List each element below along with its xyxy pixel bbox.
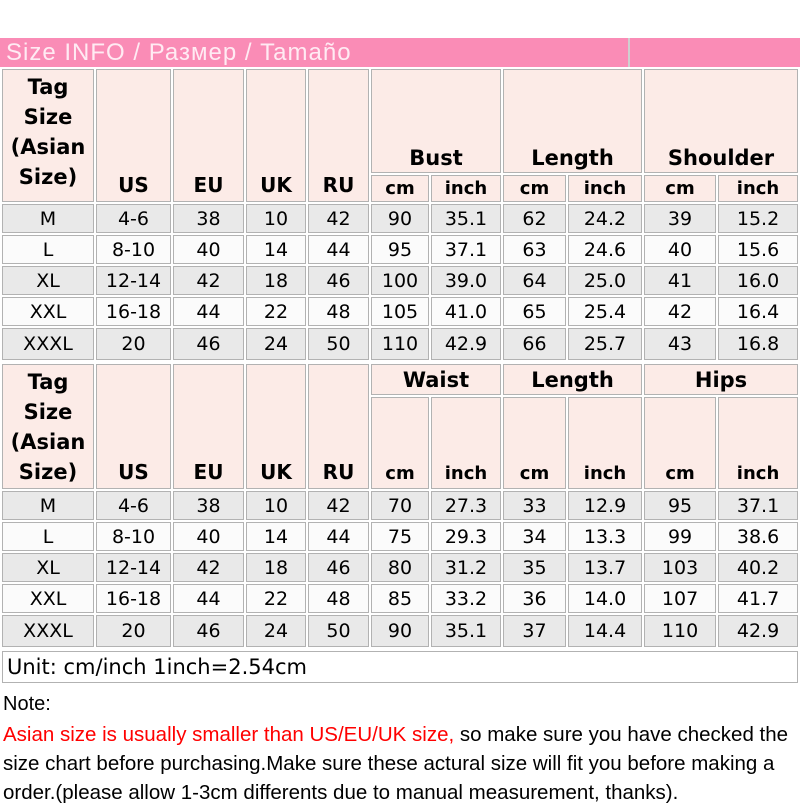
table-cell: 42 [173, 266, 244, 295]
table-row [2, 235, 798, 264]
table-cell: 18 [246, 553, 306, 582]
group-header-length: Length [503, 69, 642, 173]
table-cell: 24 [246, 615, 306, 647]
table-cell: 46 [173, 615, 244, 647]
group-header-length: Length [503, 364, 642, 395]
table-cell: 44 [173, 297, 244, 326]
table-cell: 99 [644, 522, 716, 551]
table-cell: 110 [644, 615, 716, 647]
table-cell: 44 [173, 584, 244, 613]
table-cell: 16-18 [96, 584, 171, 613]
table-row [2, 491, 798, 520]
unit-conversion-row: Unit: cm/inch 1inch=2.54cm [2, 651, 798, 683]
table-cell: 42.9 [718, 615, 798, 647]
table-cell: 25.4 [568, 297, 642, 326]
table-cell: 38 [173, 204, 244, 233]
size-label-cell: M [2, 204, 94, 233]
tag-line: Size) [18, 460, 78, 484]
tag-line: Size) [18, 165, 78, 189]
table-cell: 103 [644, 553, 716, 582]
size-label-cell: XL [2, 553, 94, 582]
table-cell: 25.0 [568, 266, 642, 295]
tag-size-header-cell [2, 69, 94, 202]
table-cell: 15.6 [718, 235, 798, 264]
col-header-ru: RU [308, 364, 369, 489]
unit-header-inch: inch [568, 397, 642, 489]
table-cell: 64 [503, 266, 566, 295]
unit-header-inch: inch [718, 175, 798, 202]
table-cell: 34 [503, 522, 566, 551]
table-cell: 16.4 [718, 297, 798, 326]
tag-line: Tag [27, 370, 69, 394]
table-cell: 44 [308, 235, 369, 264]
size-label-cell: XL [2, 266, 94, 295]
unit-header-cm: cm [644, 175, 716, 202]
table-cell: 107 [644, 584, 716, 613]
table-cell: 50 [308, 328, 369, 360]
table-cell: 40 [173, 235, 244, 264]
table-cell: 50 [308, 615, 369, 647]
table-cell: 13.3 [568, 522, 642, 551]
col-header-us: US [96, 69, 171, 202]
note-paragraph [3, 720, 798, 807]
table-cell: 40 [173, 522, 244, 551]
size-label-cell: XXL [2, 297, 94, 326]
table-cell: 38 [173, 491, 244, 520]
table-cell: 16.0 [718, 266, 798, 295]
table-cell: 29.3 [431, 522, 501, 551]
table-cell: 18 [246, 266, 306, 295]
table-cell: 44 [308, 522, 369, 551]
table-cell: 4-6 [96, 491, 171, 520]
table-cell: 36 [503, 584, 566, 613]
table-cell: 42 [308, 491, 369, 520]
table-cell: 13.7 [568, 553, 642, 582]
table-cell: 33 [503, 491, 566, 520]
unit-header-inch: inch [431, 175, 501, 202]
table-cell: 39 [644, 204, 716, 233]
table-cell: 14 [246, 235, 306, 264]
table-cell: 8-10 [96, 522, 171, 551]
unit-header-cm: cm [371, 175, 429, 202]
table-cell: 90 [371, 204, 429, 233]
col-header-us: US [96, 364, 171, 489]
table-cell: 35.1 [431, 204, 501, 233]
tag-line: (Asian [10, 135, 86, 159]
table-cell: 15.2 [718, 204, 798, 233]
table-cell: 25.7 [568, 328, 642, 360]
table-cell: 14.4 [568, 615, 642, 647]
header-row-top [2, 69, 798, 173]
unit-header-cm: cm [371, 397, 429, 489]
table-cell: 65 [503, 297, 566, 326]
table-cell: 22 [246, 297, 306, 326]
table-cell: 4-6 [96, 204, 171, 233]
table-cell: 40.2 [718, 553, 798, 582]
size-table-bottom [0, 362, 800, 649]
size-label-cell: M [2, 491, 94, 520]
table-cell: 48 [308, 297, 369, 326]
size-table-top [0, 67, 800, 362]
table-cell: 24 [246, 328, 306, 360]
size-label-cell: L [2, 522, 94, 551]
table-cell: 12.9 [568, 491, 642, 520]
table-cell: 12-14 [96, 553, 171, 582]
group-header-hips: Hips [644, 364, 798, 395]
table-cell: 95 [371, 235, 429, 264]
size-label-cell: L [2, 235, 94, 264]
table-cell: 14.0 [568, 584, 642, 613]
table-cell: 110 [371, 328, 429, 360]
group-header-waist: Waist [371, 364, 501, 395]
tag-line: Size [23, 400, 73, 424]
table-cell: 41 [644, 266, 716, 295]
unit-header-inch: inch [718, 397, 798, 489]
table-cell: 46 [308, 553, 369, 582]
tag-size-header-cell [2, 364, 94, 489]
table-cell: 37.1 [431, 235, 501, 264]
page-title: Size INFO / Размер / Tamaño [6, 38, 352, 66]
warning-text-red: Asian size is usually smaller than US/EU/UK size, [3, 723, 455, 746]
table-row [2, 328, 798, 360]
table-row [2, 584, 798, 613]
title-bar [0, 38, 800, 67]
title-bar-divider [628, 38, 630, 67]
table-row [2, 266, 798, 295]
col-header-uk: UK [246, 364, 306, 489]
table-cell: 33.2 [431, 584, 501, 613]
tag-line: (Asian [10, 430, 86, 454]
group-header-bust: Bust [371, 69, 501, 173]
header-row-top [2, 364, 798, 395]
table-cell: 10 [246, 204, 306, 233]
table-row [2, 522, 798, 551]
table-cell: 42 [173, 553, 244, 582]
table-cell: 46 [308, 266, 369, 295]
table-cell: 100 [371, 266, 429, 295]
table-cell: 16.8 [718, 328, 798, 360]
table-cell: 48 [308, 584, 369, 613]
table-cell: 41.7 [718, 584, 798, 613]
table-cell: 70 [371, 491, 429, 520]
table-cell: 35.1 [431, 615, 501, 647]
table-cell: 63 [503, 235, 566, 264]
top-whitespace [0, 0, 800, 38]
table-cell: 20 [96, 615, 171, 647]
table-cell: 24.2 [568, 204, 642, 233]
table-cell: 37 [503, 615, 566, 647]
table-cell: 20 [96, 328, 171, 360]
table-cell: 46 [173, 328, 244, 360]
unit-header-cm: cm [503, 397, 566, 489]
table-cell: 14 [246, 522, 306, 551]
table-row [2, 297, 798, 326]
col-header-uk: UK [246, 69, 306, 202]
table-cell: 41.0 [431, 297, 501, 326]
table-cell: 31.2 [431, 553, 501, 582]
tag-line: Tag [27, 75, 69, 99]
table-cell: 42 [644, 297, 716, 326]
table-cell: 62 [503, 204, 566, 233]
table-cell: 85 [371, 584, 429, 613]
warning-text-rest: so make sure you have checked the size chart before purchasing.Make sure these actural size will fit you before making a order.(please allow 1-3cm differents due to manual measurement, thanks). [3, 723, 789, 805]
size-label-cell: XXXL [2, 615, 94, 647]
table-cell: 105 [371, 297, 429, 326]
table-cell: 80 [371, 553, 429, 582]
col-header-eu: EU [173, 69, 244, 202]
table-cell: 22 [246, 584, 306, 613]
col-header-ru: RU [308, 69, 369, 202]
group-header-shoulder: Shoulder [644, 69, 798, 173]
unit-header-inch: inch [431, 397, 501, 489]
table-row [2, 615, 798, 647]
table-cell: 12-14 [96, 266, 171, 295]
unit-header-inch: inch [568, 175, 642, 202]
col-header-eu: EU [173, 364, 244, 489]
unit-header-cm: cm [644, 397, 716, 489]
table-cell: 38.6 [718, 522, 798, 551]
note-label: Note: [3, 693, 51, 715]
unit-header-cm: cm [503, 175, 566, 202]
table-cell: 43 [644, 328, 716, 360]
table-cell: 42 [308, 204, 369, 233]
tag-line: Size [23, 105, 73, 129]
size-label-cell: XXL [2, 584, 94, 613]
table-cell: 90 [371, 615, 429, 647]
table-cell: 10 [246, 491, 306, 520]
table-cell: 75 [371, 522, 429, 551]
size-label-cell: XXXL [2, 328, 94, 360]
table-cell: 66 [503, 328, 566, 360]
table-cell: 37.1 [718, 491, 798, 520]
table-cell: 16-18 [96, 297, 171, 326]
table-cell: 39.0 [431, 266, 501, 295]
table-cell: 95 [644, 491, 716, 520]
table-cell: 40 [644, 235, 716, 264]
table-cell: 24.6 [568, 235, 642, 264]
table-row [2, 553, 798, 582]
table-cell: 8-10 [96, 235, 171, 264]
table-cell: 27.3 [431, 491, 501, 520]
table-row [2, 204, 798, 233]
table-cell: 42.9 [431, 328, 501, 360]
table-cell: 35 [503, 553, 566, 582]
